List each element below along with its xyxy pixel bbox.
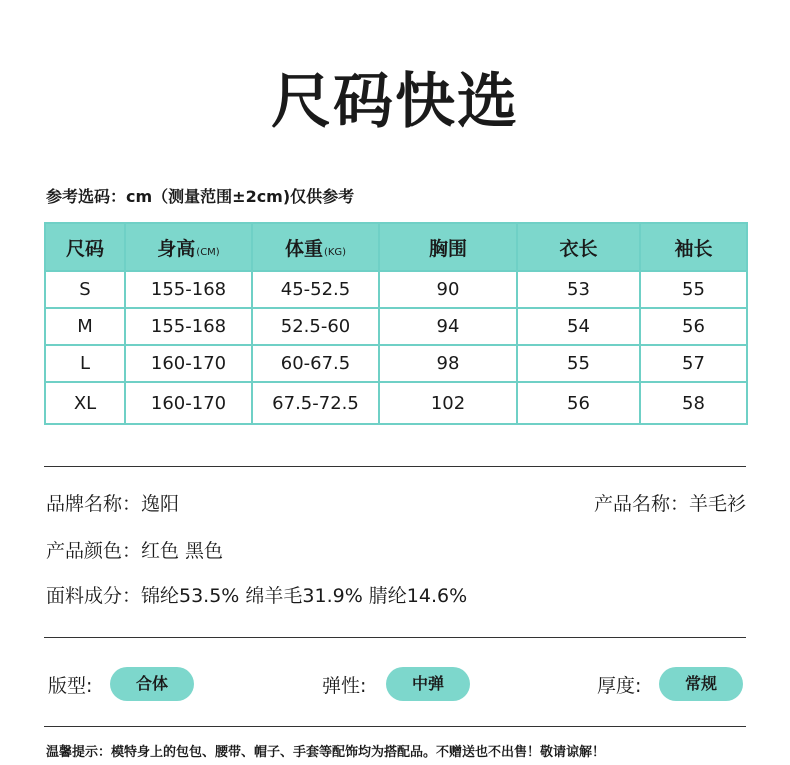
table-row: [45, 345, 747, 382]
table-cell: XL: [45, 382, 125, 424]
header-chest: 胸围: [379, 223, 517, 271]
table-cell: 160-170: [125, 345, 252, 382]
product-name: 产品名称：羊毛衫: [593, 493, 746, 515]
table-cell: 52.5-60: [252, 308, 379, 345]
table-cell: 98: [379, 345, 517, 382]
table-cell: 155-168: [125, 308, 252, 345]
table-cell: 56: [517, 382, 640, 424]
brand-name: 品牌名称：逸阳: [46, 493, 180, 515]
page-title: 尺码快选: [271, 67, 519, 137]
table-cell: 57: [640, 345, 747, 382]
table-cell: 67.5-72.5: [252, 382, 379, 424]
size-table: [44, 222, 748, 425]
fit-label: 版型:: [48, 675, 93, 697]
table-cell: 60-67.5: [252, 345, 379, 382]
header-length: 衣长: [517, 223, 640, 271]
table-row: [45, 382, 747, 424]
header-weight: 体重(KG): [252, 223, 379, 271]
table-cell: 58: [640, 382, 747, 424]
header-size: 尺码: [45, 223, 125, 271]
table-cell: 56: [640, 308, 747, 345]
header-height: 身高(CM): [125, 223, 252, 271]
table-cell: M: [45, 308, 125, 345]
table-cell: 94: [379, 308, 517, 345]
reference-note: 参考选码：cm（测量范围±2cm)仅供参考: [46, 187, 355, 206]
footnote: 温馨提示：模特身上的包包、腰带、帽子、手套等配饰均为搭配品。不赠送也不出售！敬请谅解！: [46, 745, 606, 760]
product-color: 产品颜色：红色 黑色: [46, 540, 224, 562]
header-sleeve: 袖长: [640, 223, 747, 271]
table-cell: 160-170: [125, 382, 252, 424]
divider-top: [44, 466, 746, 467]
table-cell: 155-168: [125, 271, 252, 308]
table-cell: S: [45, 271, 125, 308]
table-cell: 45-52.5: [252, 271, 379, 308]
table-cell: 54: [517, 308, 640, 345]
table-header-row: [45, 223, 747, 271]
table-cell: 55: [517, 345, 640, 382]
divider-bottom: [44, 726, 746, 727]
thickness-badge: 常规: [659, 667, 743, 701]
table-cell: 55: [640, 271, 747, 308]
table-cell: L: [45, 345, 125, 382]
table-cell: 53: [517, 271, 640, 308]
elasticity-badge: 中弹: [386, 667, 470, 701]
table-row: [45, 271, 747, 308]
table-cell: 90: [379, 271, 517, 308]
table-cell: 102: [379, 382, 517, 424]
thickness-label: 厚度:: [597, 675, 642, 697]
divider-middle: [44, 637, 746, 638]
elasticity-label: 弹性:: [322, 675, 367, 697]
fabric-composition: 面料成分：锦纶53.5% 绵羊毛31.9% 腈纶14.6%: [46, 585, 468, 607]
fit-badge: 合体: [110, 667, 194, 701]
table-row: [45, 308, 747, 345]
